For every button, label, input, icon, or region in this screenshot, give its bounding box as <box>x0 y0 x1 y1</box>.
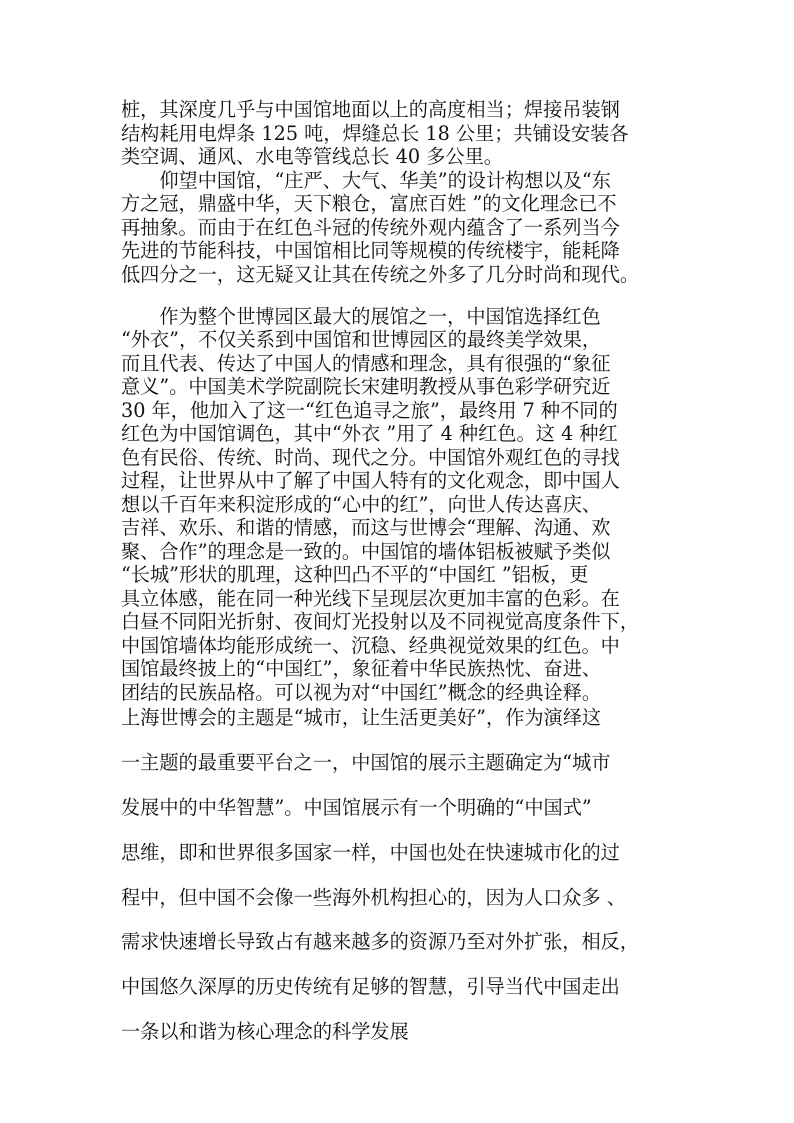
text-line: 30 年，他加入了这一“红色追寻之旅”，最终用 7 种不同的 <box>121 399 618 422</box>
text-line: 一条以和谐为核心理念的科学发展 <box>121 1020 409 1043</box>
text-line: 聚、合作”的理念是一致的。中国馆的墙体铝板被赋予类似 <box>121 540 611 563</box>
text-line: 低四分之一，这无疑又让其在传统之外多了几分时尚和现代。 <box>121 263 640 286</box>
text-line: 类空调、通风、水电等管线总长 40 多公里。 <box>121 145 503 168</box>
text-line: 仰望中国馆，“庄严、大气、华美”的设计构想以及“东 <box>121 169 611 192</box>
text-line: 结构耗用电焊条 125 吨，焊缝总长 18 公里；共铺设安装各 <box>121 122 629 145</box>
text-line: 白昼不同阳光折射、夜间灯光投射以及不同视觉高度条件下， <box>121 610 640 633</box>
text-line: 吉祥、欢乐、和谐的情感，而这与世博会“理解、沟通、欢 <box>121 516 611 539</box>
text-line: 方之冠，鼎盛中华，天下粮仓，富庶百姓 ”的文化理念已不 <box>121 192 617 215</box>
text-line: 桩，其深度几乎与中国馆地面以上的高度相当；焊接吊装钢 <box>121 98 620 121</box>
text-line: 中国馆墙体均能形成统一、沉稳、经典视觉效果的红色。中 <box>121 634 620 657</box>
text-line: 中国悠久深厚的历史传统有足够的智慧，引导当代中国走出 <box>121 975 620 998</box>
text-line: 一主题的最重要平台之一，中国馆的展示主题确定为“城市 <box>121 751 611 774</box>
text-line: 意义”。中国美术学院副院长宋建明教授从事色彩学研究近 <box>121 375 611 398</box>
text-line: 具立体感，能在同一种光线下呈现层次更加丰富的色彩。在 <box>121 587 620 610</box>
text-line: 而且代表、传达了中国人的情感和理念，具有很强的“象征 <box>121 352 611 375</box>
text-line: 先进的节能科技，中国馆相比同等规模的传统楼宇，能耗降 <box>121 239 620 262</box>
text-line: 需求快速增长导致占有越来越多的资源乃至对外扩张，相反， <box>121 930 640 953</box>
text-line: 作为整个世博园区最大的展馆之一，中国馆选择红色 <box>121 305 601 328</box>
text-line: 程中，但中国不会像一些海外机构担心的，因为人口众多 、 <box>121 886 626 909</box>
text-line: 国馆最终披上的“中国红”，象征着中华民族热忱、奋进、 <box>121 657 602 680</box>
text-line: 红色为中国馆调色，其中“外衣 ”用了 4 种红色。这 4 种红 <box>121 422 618 445</box>
text-line: 思维，即和世界很多国家一样，中国也处在快速城市化的过 <box>121 841 620 864</box>
text-line: 色有民俗、传统、时尚、现代之分。中国馆外观红色的寻找 <box>121 446 620 469</box>
text-line: “外衣”，不仅关系到中国馆和世博园区的最终美学效果， <box>121 328 602 351</box>
text-line: “长城”形状的肌理，这种凹凸不平的“中国红 ”铝板，更 <box>121 563 589 586</box>
text-line: 过程，让世界从中了解了中国人特有的文化观念，即中国人 <box>121 469 620 492</box>
text-line: 想以千百年来积淀形成的“心中的红”，向世人传达喜庆、 <box>121 493 602 516</box>
text-line: 团结的民族品格。可以视为对“中国红”概念的经典诠释。 <box>121 681 602 704</box>
text-line: 再抽象。而由于在红色斗冠的传统外观内蕴含了一系列当今 <box>121 216 620 239</box>
text-line: 发展中的中华智慧”。中国馆展示有一个明确的“中国式” <box>121 796 592 819</box>
text-line: 上海世博会的主题是“城市，让生活更美好”，作为演绎这 <box>121 706 602 729</box>
